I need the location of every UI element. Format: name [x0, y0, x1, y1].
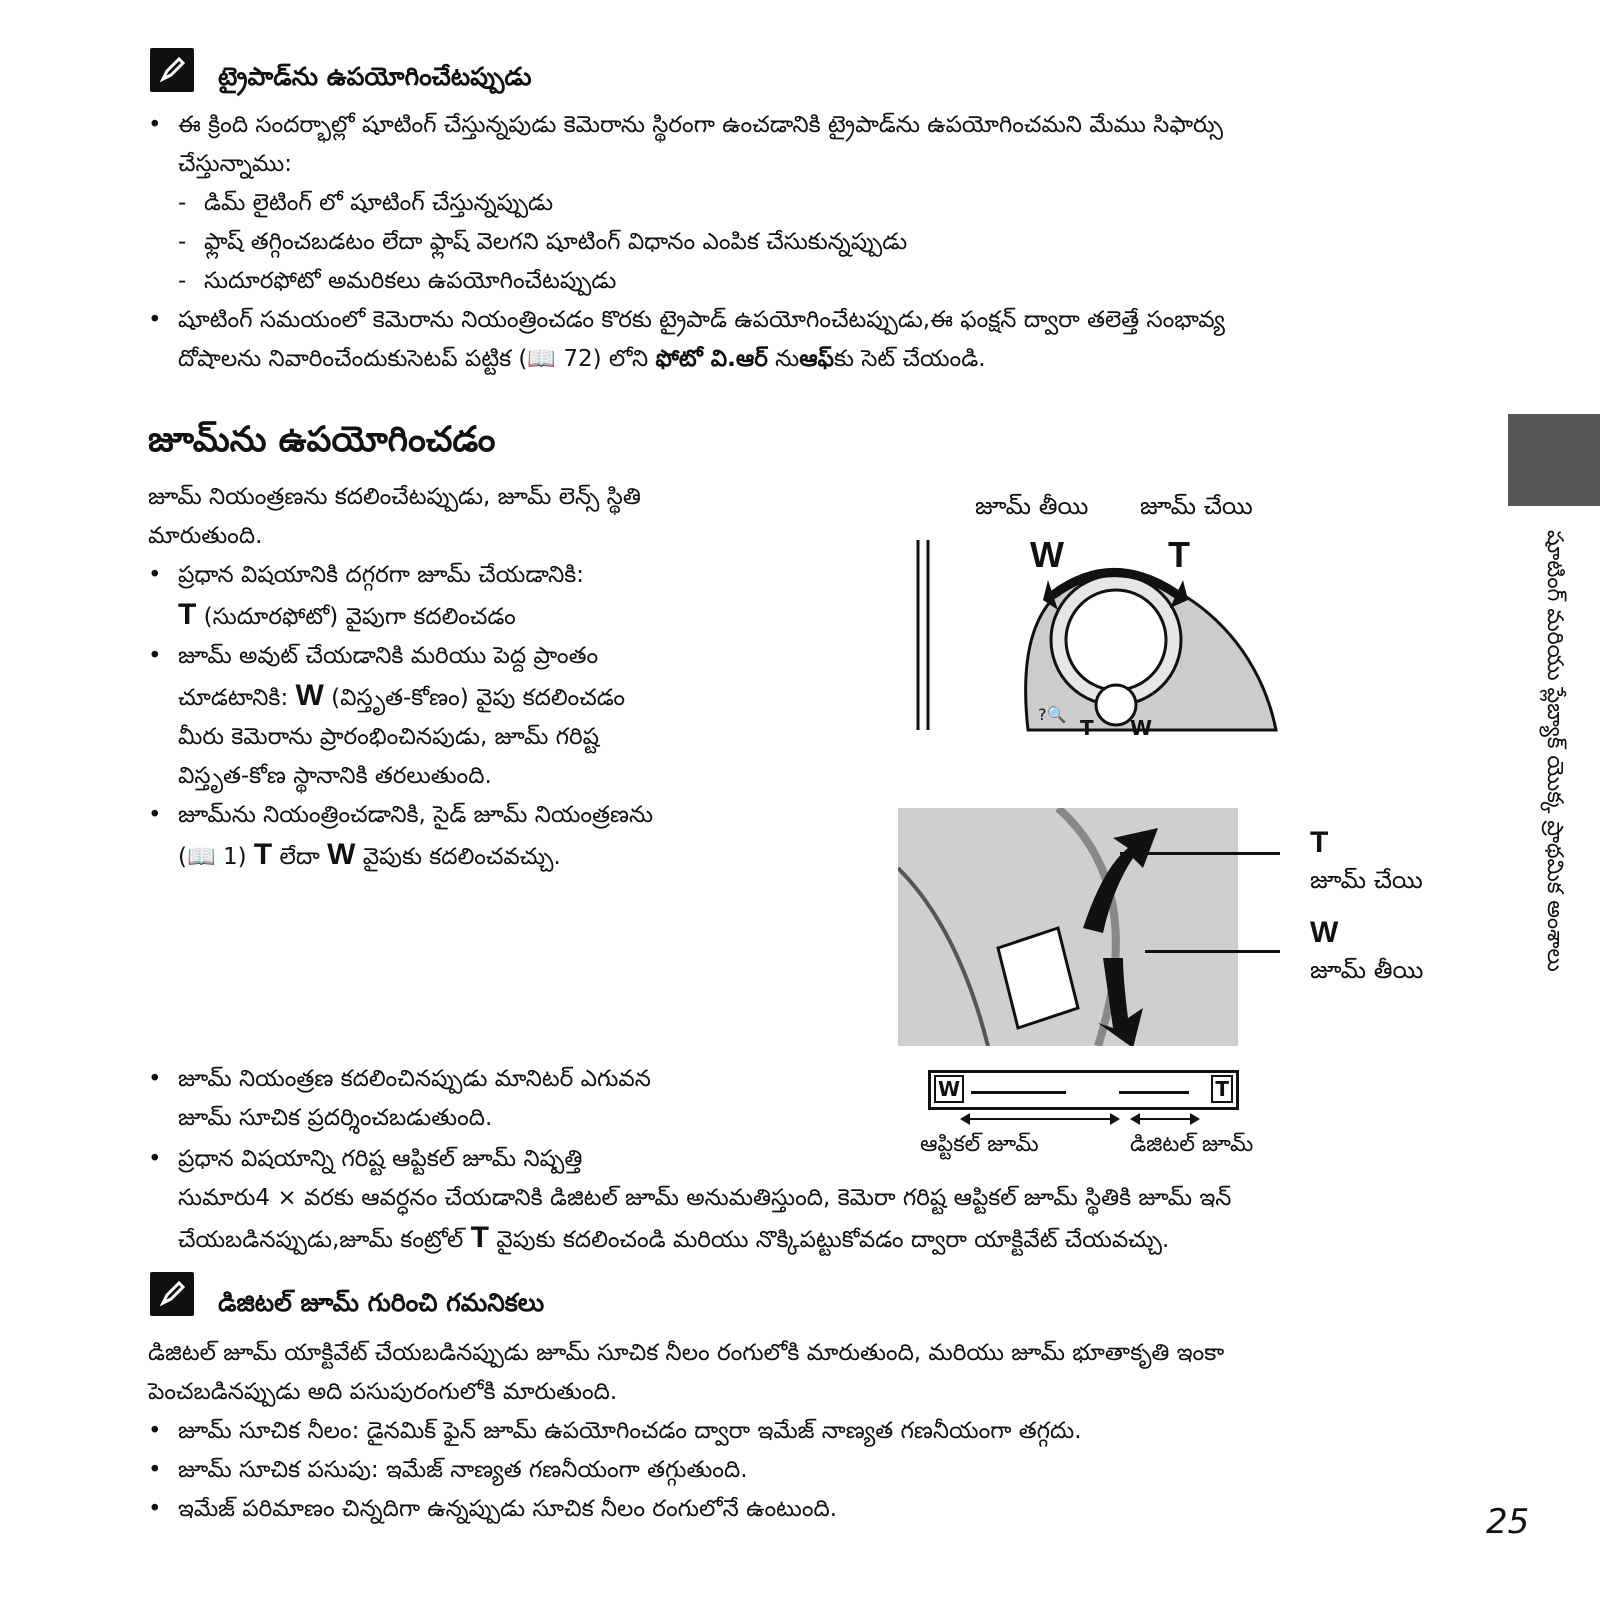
side-zoom-illustration — [898, 808, 1238, 1046]
list-item: • జూమ్ సూచిక పసుపు: ఇమేజ్ నాణ్యత గణనీయంగా తగ్గుతుంది. — [148, 1451, 1468, 1490]
chapter-tab — [1508, 414, 1600, 506]
list-item: • ప్రధాన విషయానికి దగ్గరగా జూమ్ చేయడానికి: T (సుదూరఫోటో) వైపుగా కదలించడం — [148, 556, 848, 637]
chapter-title-vertical: షూటింగ్ మరియు ప్లేబ్యాక్ యొక్క ప్రాథమిక అంశాలు — [1542, 530, 1567, 972]
page-number: 25 — [1486, 1502, 1530, 1542]
zoom-out-label: జూమ్ తీయి — [1310, 956, 1424, 984]
zoom-in-label: జూమ్ చేయి — [1140, 492, 1253, 520]
intro-line: మారుతుంది. — [148, 523, 263, 549]
list-item: • జూమ్‌ను నియంత్రించడానికి, సైడ్ జూమ్ నియంత్రణను (📖 1) T లేదా W వైపుకు కదలించవచ్చు. — [148, 796, 848, 877]
digital-zoom-bullet — [148, 1140, 1468, 1260]
note-digital-zoom-body — [148, 1334, 1468, 1529]
pointer-line — [1120, 852, 1280, 855]
zoom-range-arrows — [960, 1110, 1220, 1128]
zoom-indicator-bullet — [148, 1060, 848, 1138]
pencil-note-icon — [150, 48, 194, 92]
list-item: • జూమ్ నియంత్రణ కదలించినప్పుడు మానిటర్ ఎగువన జూమ్ సూచిక ప్రదర్శించబడుతుంది. — [148, 1060, 848, 1138]
zoom-bar-w: W — [934, 1075, 964, 1103]
tele-letter: T — [1168, 534, 1190, 575]
zoom-indicator-bar — [928, 1070, 1239, 1110]
note-title-tripod: ట్రైపాడ్‌ను ఉపయోగించేటప్పుడు — [218, 62, 532, 91]
intro-line: జూమ్ నియంత్రణను కదలించేటప్పుడు, జూమ్ లెన్స్ స్థితి — [148, 484, 641, 510]
zoom-out-label: జూమ్ తీయి — [975, 492, 1089, 520]
svg-text:W: W — [1130, 716, 1153, 740]
wide-letter: W — [1310, 916, 1339, 949]
wide-letter: W — [1030, 534, 1064, 575]
section-heading: జూమ్‌ను ఉపయోగించడం — [148, 420, 496, 460]
zoom-in-label: జూమ్ చేయి — [1310, 866, 1423, 894]
note-line: పెంచబడినప్పుడు అది పసుపురంగులోకి మారుతుంది. — [148, 1379, 618, 1405]
optical-zoom-label: ఆప్టికల్ జూమ్ — [920, 1132, 1039, 1157]
svg-text:?🔍: ?🔍 — [1038, 705, 1067, 724]
zoom-intro — [148, 478, 848, 877]
zoom-control-illustration — [898, 540, 1278, 748]
tele-letter: T — [1310, 826, 1329, 859]
list-item: - ఫ్లాష్ తగ్గించబడటం లేదా ఫ్లాష్ వెలగని షూటింగ్ విధానం ఎంపిక చేసుకున్నప్పుడు — [178, 223, 1448, 262]
svg-text:T: T — [1080, 716, 1094, 740]
note-line: డిజిటల్ జూమ్ యాక్టివేట్ చేయబడినప్పుడు జూమ్ సూచిక నీలం రంగులోకి మారుతుంది, మరియు జూమ్ భూతాకృతి ఇంకా — [148, 1340, 1225, 1366]
list-item: • జూమ్ అవుట్ చేయడానికి మరియు పెద్ద ప్రాంతం చూడటానికి: W (విస్తృత-కోణం) వైపు కదలించడం మీరు కెమెరాను ప్రారంభించినపుడు, జూమ్ గరిష్ట విస్తృత-కోణ స్థానానికి తరలుతుంది. — [148, 637, 848, 796]
digital-zoom-label: డిజిటల్ జూమ్ — [1130, 1132, 1254, 1157]
list-item: - సుదూరఫోటో అమరికలు ఉపయోగించేటప్పుడు — [178, 262, 1448, 301]
note-tripod-body — [148, 106, 1448, 379]
book-ref-icon: 📖 — [527, 346, 557, 372]
list-item: - డిమ్ లైటింగ్ లో షూటింగ్ చేస్తున్నప్పుడు — [178, 184, 1448, 223]
list-item: • జూమ్ సూచిక నీలం: డైనమిక్ ఫైన్ జూమ్ ఉపయోగించడం ద్వారా ఇమేజ్ నాణ్యత గణనీయంగా తగ్గదు. — [148, 1412, 1468, 1451]
list-item: • ప్రధాన విషయాన్ని గరిష్ట ఆప్టికల్ జూమ్ నిష్పత్తి సుమారు4 × వరకు ఆవర్ధనం చేయడానికి డిజిటల్ జూమ్ అనుమతిస్తుంది, కెమెరా గరిష్ట ఆప్టికల్ జూమ్ స్థితికి జూమ్ ఇన్ చేయబడినప్పుడు,జూమ్ కంట్రోల్ T వైపుకు కదలించండి మరియు నొక్కిపట్టుకోవడం ద్వారా యాక్టివేట్ చేయవచ్చు. — [148, 1140, 1468, 1260]
zoom-bar-t: T — [1211, 1075, 1233, 1103]
pointer-line — [1145, 950, 1280, 953]
pencil-note-icon — [150, 1272, 194, 1316]
book-ref-icon: 📖 — [186, 844, 216, 870]
list-item: • ఇమేజ్ పరిమాణం చిన్నదిగా ఉన్నప్పుడు సూచిక నీలం రంగులోనే ఉంటుంది. — [148, 1490, 1468, 1529]
list-item: • ఈ క్రింది సందర్భాల్లో షూటింగ్ చేస్తున్నపుడు కెమెరాను స్థిరంగా ఉంచడానికి ట్రైపాడ్‌ను ఉపయోగించమని మేము సిఫార్సు చేస్తున్నాము: — [148, 106, 1448, 184]
list-item: • షూటింగ్ సమయంలో కెమెరాను నియంత్రించడం కొరకు ట్రైపాడ్ ఉపయోగించేటప్పుడు,ఈ ఫంక్షన్ ద్వారా తలెత్తే సంభావ్య దోషాలను నివారించేందుకుసెటప్ పట్టిక (📖 72) లోని ఫోటో వి.ఆర్ నుఆఫ్కు సెట్ చేయండి. — [148, 301, 1448, 379]
note-title-digital-zoom: డిజిటల్ జూమ్ గురించి గమనికలు — [218, 1288, 545, 1317]
